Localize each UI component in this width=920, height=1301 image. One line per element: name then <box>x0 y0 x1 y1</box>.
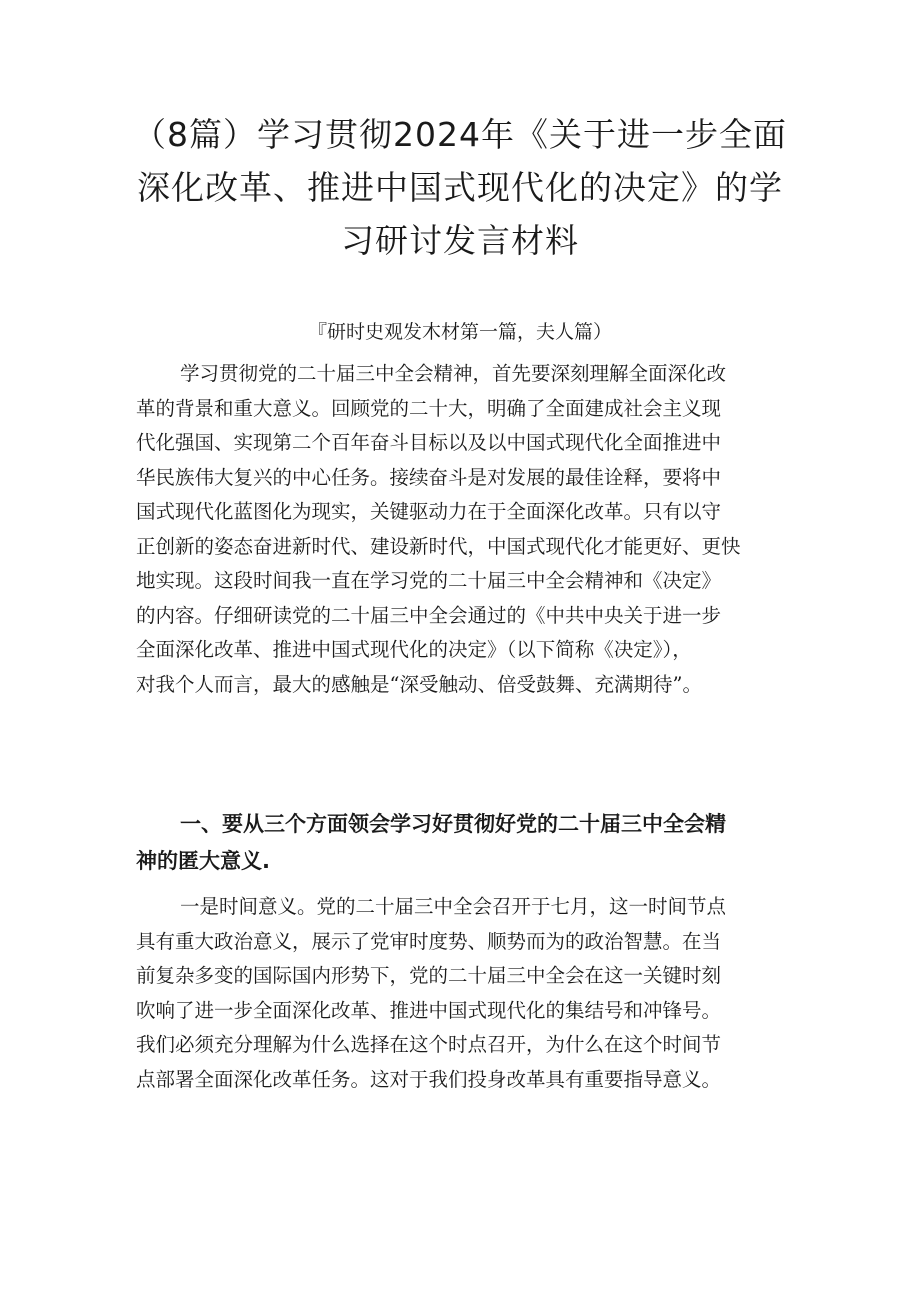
document-title <box>120 108 800 267</box>
paragraph-line: 吹响了进一步全面深化改革、推进中国式现代化的集结号和冲锋号。 <box>136 998 722 1022</box>
paragraph-line: 革的背景和重大意义。回顾党的二十大，明确了全面建成社会主义现 <box>136 396 722 420</box>
paragraph-line: 具有重大政治意义，展示了党审时度势、顺势而为的政治智慧。在当 <box>136 929 722 953</box>
paragraph-line: 全面深化改革、推进中国式现代化的决定》（以下简称《决定》）， <box>136 638 692 661</box>
section-heading <box>136 806 786 880</box>
document-subtitle: 『研时史观发木材第一篇，夫人篇） <box>307 321 612 343</box>
paragraph-line: 代化强国、实现第二个百年奋斗目标以及以中国式现代化全面推进中 <box>136 431 722 454</box>
paragraph-line: 对我个人而言，最大的感触是“深受触动、倍受鼓舞、充满期待”。 <box>136 672 702 696</box>
paragraph-line: 点部署全面深化改革任务。这对于我们投身改革具有重要指导意义。 <box>136 1067 722 1091</box>
paragraph-line: 学习贯彻党的二十届三中全会精神，首先要深刻理解全面深化改 <box>180 362 727 385</box>
paragraph-line: 一是时间意义。党的二十届三中全会召开于七月，这一时间节点 <box>180 895 727 918</box>
paragraph-line: 地实现。这段时间我一直在学习党的二十届三中全会精神和《决定》 <box>136 569 722 592</box>
paragraph-line: 我们必须充分理解为什么选择在这个时点召开，为什么在这个时间节 <box>136 1033 722 1056</box>
title-line: （8篇）学习贯彻2024年《关于进一步全面 <box>133 115 787 154</box>
title-line: 深化改革、推进中国式现代化的决定》的学 <box>137 168 783 207</box>
heading-line: 神的匿大意义. <box>136 849 270 873</box>
paragraph-line: 的内容。仔细研读党的二十届三中全会通过的《中共中央关于进一步 <box>136 603 722 627</box>
paragraph-intro <box>136 357 786 702</box>
title-line: 习研讨发言材料 <box>341 221 579 260</box>
paragraph-line: 前复杂多变的国际国内形势下，党的二十届三中全会在这一关键时刻 <box>136 964 722 987</box>
paragraph-line: 正创新的姿态奋进新时代、建设新时代，中国式现代化才能更好、更快 <box>136 534 741 558</box>
heading-line: 一、要从三个方面领会学习好贯彻好党的二十届三中全会精 <box>180 812 726 836</box>
paragraph-line: 华民族伟大复兴的中心任务。接续奋斗是对发展的最佳诠释，要将中 <box>136 465 722 489</box>
paragraph-time-significance <box>136 890 786 1097</box>
paragraph-line: 国式现代化蓝图化为现实，关键驱动力在于全面深化改革。只有以守 <box>136 500 722 523</box>
